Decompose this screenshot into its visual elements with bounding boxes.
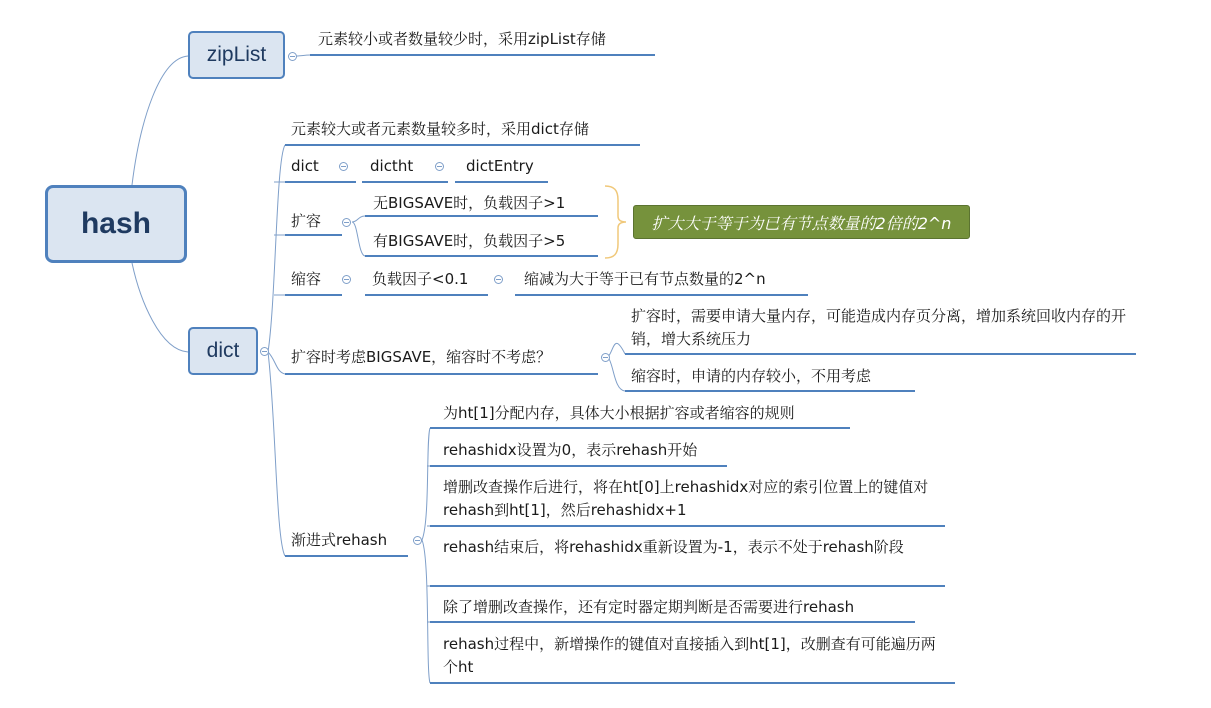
collapse-dict-icon[interactable] [260,347,269,356]
summary-bracket [605,186,626,258]
bigsave-question: 扩容时考虑BIGSAVE，缩容时不考虑？ [291,348,552,366]
branch-dict-label: dict [206,339,240,362]
expand-item-no-bigsave: 无BIGSAVE时，负载因子>1 [373,194,566,212]
branch-dict[interactable] [188,327,258,375]
ziplist-desc: 元素较小或者数量较少时，采用zipList存储 [318,30,606,48]
expand-summary-text: 扩大大于等于为已有节点数量的2倍的2^n [651,213,952,233]
rehash-step-3: 增删改查操作后进行，将在ht[0]上rehashidx对应的索引位置上的键值对rehash到ht[1]，然后rehashidx+1 [443,478,929,519]
collapse-structure-dict-icon[interactable] [339,162,348,171]
rehash-step-4: rehash结束后，将rehashidx重新设置为-1，表示不处于rehash阶段 [443,538,904,556]
root-label: hash [80,207,152,240]
collapse-shrink-item-icon[interactable] [494,275,503,284]
structure-dictht: dictht [370,157,414,175]
collapse-bigsave-icon[interactable] [601,353,610,362]
rehash-step-1: 为ht[1]分配内存，具体大小根据扩容或者缩容的规则 [443,404,795,422]
bigsave-answer-shrink: 缩容时，申请的内存较小，不用考虑 [631,367,872,385]
expand-item-bigsave: 有BIGSAVE时，负载因子>5 [373,232,566,250]
collapse-expand-icon[interactable] [342,218,351,227]
expand-summary-note[interactable] [633,205,970,239]
rehash-step-6: rehash过程中，新增操作的键值对直接插入到ht[1]，改删查有可能遍历两个ht [443,635,936,676]
collapse-rehash-icon[interactable] [413,536,422,545]
collapse-ziplist-icon[interactable] [288,52,297,61]
structure-dictentry: dictEntry [466,157,534,175]
collapse-structure-dictht-icon[interactable] [435,162,444,171]
shrink-item-load-factor: 负载因子<0.1 [372,270,469,288]
branch-ziplist-label: zipList [206,43,267,66]
collapse-shrink-icon[interactable] [342,275,351,284]
root-node[interactable] [45,185,187,263]
bigsave-answer-expand: 扩容时，需要申请大量内存，可能造成内存页分离，增加系统回收内存的开销，增大系统压力 [631,307,1127,348]
rehash-step-2: rehashidx设置为0，表示rehash开始 [443,441,698,459]
expand-label: 扩容 [291,212,322,230]
shrink-label: 缩容 [291,270,322,288]
shrink-item-size: 缩减为大于等于已有节点数量的2^n [524,270,766,288]
structure-dict: dict [291,157,319,175]
rehash-step-5: 除了增删改查操作，还有定时器定期判断是否需要进行rehash [443,598,855,616]
dict-intro: 元素较大或者元素数量较多时，采用dict存储 [291,120,589,138]
branch-ziplist[interactable] [188,31,285,79]
rehash-label: 渐进式rehash [291,531,388,549]
